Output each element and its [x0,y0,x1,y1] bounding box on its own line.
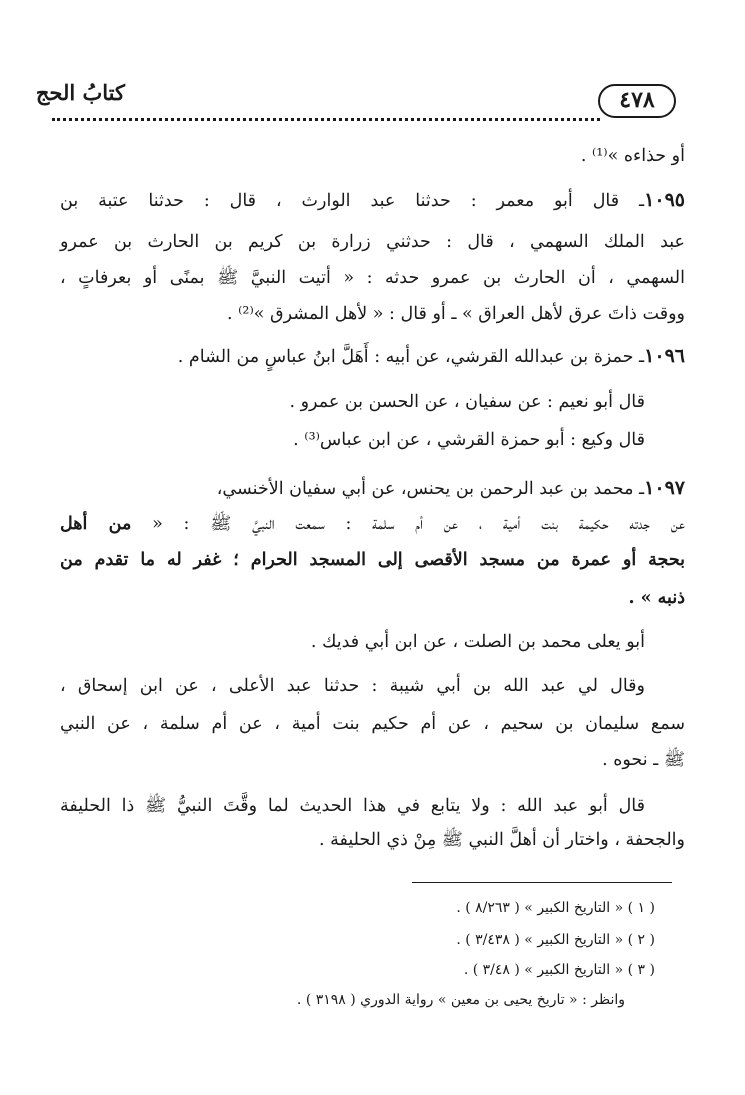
page-number: ٤٧٨ [598,84,676,118]
paragraph-line: سمع سليمان بن سحيم ، عن أم حكيم بنت أمية ، عن أم سلمة ، عن النبي [60,714,685,734]
chapter-title: كتابُ الحج [35,80,125,105]
paragraph-line: أبو يعلى محمد بن الصلت ، عن ابن أبي فديك . [310,632,645,652]
hadith-1095-line-2: عبد الملك السهمي ، قال : حدثني زرارة بن كريم بن الحارث بن عمرو [60,232,685,252]
footnote-1: ( ١ ) « التاريخ الكبير » ( ٨/٢٦٣ ) . [456,900,655,916]
hadith-1096-line-2: قال أبو نعيم : عن سفيان ، عن الحسن بن عمرو . [289,392,645,412]
header-divider [52,118,600,121]
footnote-3: ( ٣ ) « التاريخ الكبير » ( ٣/٤٨ ) . [463,962,655,978]
paragraph-line: قال أبو عبد الله : ولا يتابع في هذا الحديث لما وقَّتَ النبيُّ ﷺ ذا الحليفة [60,796,645,816]
hadith-1095-line-1: ١٠٩٥ـ قال أبو معمر : حدثنا عبد الوارث ، قال : حدثنا عتبة بن [60,189,685,211]
hadith-1095-line-3: السهمي ، أن الحارث بن عمرو حدثه : « أتيت النبيَّ ﷺ بمنًى أو بعرفاتٍ ، [60,268,685,288]
paragraph-line: وقال لي عبد الله بن أبي شيبة : حدثنا عبد الأعلى ، عن ابن إسحاق ، [60,676,645,696]
text-line: أو حذاءه »⁽¹⁾ . [580,146,685,166]
hadith-1097-line-4: ذنبه » . [628,588,685,608]
hadith-1097-line-2: عن جدته حكيمة بنت أمية ، عن أم سلمة : سمعت النبيَّ ﷺ : « من أهل [60,514,685,534]
hadith-number: ١٠٩٧ [644,477,685,499]
hadith-number: ١٠٩٥ [644,189,685,211]
footnote-divider [412,882,672,883]
hadith-1096-line-3: قال وكيع : أبو حمزة القرشي ، عن ابن عباس⁽³⁾ . [293,430,645,450]
hadith-number: ١٠٩٦ [644,345,685,367]
footnote-4: وانظر : « تاريخ يحيى بن معين » رواية الدوري ( ٣١٩٨ ) . [296,992,625,1008]
hadith-1097-line-1: ١٠٩٧ـ محمد بن عبد الرحمن بن يحنس، عن أبي سفيان الأخنسي، [216,477,685,499]
hadith-1097-line-3: بحجة أو عمرة من مسجد الأقصى إلى المسجد الحرام ؛ غفر له ما تقدم من [60,550,685,570]
hadith-1095-line-4: ووقت ذاتَ عرق لأهل العراق » ـ أو قال : « لأهل المشرق »⁽²⁾ . [226,304,685,324]
footnote-2: ( ٢ ) « التاريخ الكبير » ( ٣/٤٣٨ ) . [456,932,655,948]
hadith-1096-line-1: ١٠٩٦ـ حمزة بن عبدالله القرشي، عن أبيه : أَهَلَّ ابنُ عباسٍ من الشام . [177,345,685,367]
paragraph-line: ﷺ ـ نحوه . [602,750,685,770]
paragraph-line: والجحفة ، واختار أن أهلَّ النبي ﷺ مِنْ ذي الحليفة . [318,830,685,850]
